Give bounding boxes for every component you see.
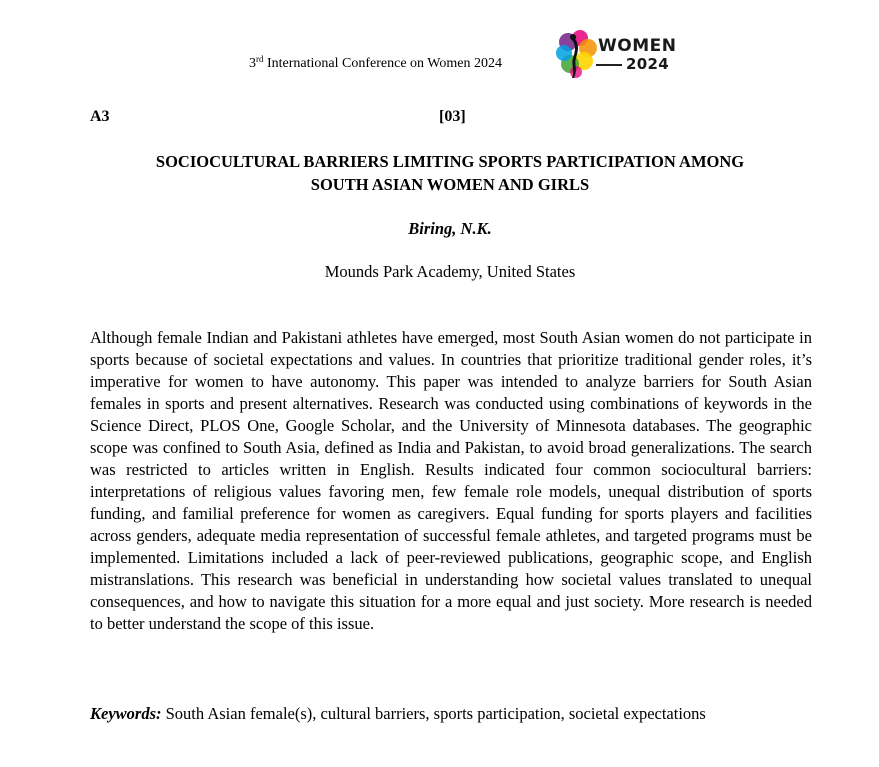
- conference-ordinal: 3: [249, 56, 256, 71]
- paper-title-line-2: SOUTH ASIAN WOMEN AND GIRLS: [310, 175, 590, 194]
- logo-divider: [596, 64, 622, 66]
- paper-title-line-1: SOCIOCULTURAL BARRIERS LIMITING SPORTS PARTICIPATION AMONG: [155, 152, 745, 171]
- conference-title: [249, 54, 502, 72]
- keywords-label: Keywords:: [90, 704, 162, 723]
- logo-year: 2024: [626, 55, 669, 73]
- paper-affiliation: Mounds Park Academy, United States: [324, 262, 576, 281]
- logo-word: WOMEN: [598, 36, 677, 56]
- paper-number: [03]: [439, 108, 466, 125]
- paper-title: [90, 150, 810, 196]
- paper-abstract: Although female Indian and Pakistani athletes have emerged, most South Asian women do not participate in sports because of societal expectations and values. In countries that prioritize traditional gender roles, it’s imperative for women to have autonomy. This paper was intended to analyze barriers for South Asian females in sports and present alternatives. Research was conducted using combinations of keywords in the Science Direct, PLOS One, Google Scholar, and the University of Minnesota databases. The geographic scope was confined to South Asia, defined as India and Pakistan, to avoid broad generalizations. The search was restricted to articles written in English. Results indicated four common sociocultural barriers: interpretations of religious values favoring men, few female role models, unequal distribution of sports funding, and familial preference for women as caregivers. Equal funding for sports players and facilities across genders, adequate media representation of successful female athletes, and targeted programs must be implemented. Limitations included a lack of peer-reviewed publications, geographic scope, and English mistranslations. This research was beneficial in understanding how societal values translated to unequal consequences, and how to navigate this situation for a more equal and just society. More research is needed to better understand the scope of this issue.: [90, 328, 812, 633]
- women-2024-logo: [554, 28, 677, 82]
- page-header: [0, 28, 879, 88]
- conference-name: International Conference on Women 2024: [267, 56, 502, 71]
- conference-ordinal-suffix: rd: [256, 54, 264, 64]
- logo-figure-icon: [554, 28, 602, 82]
- paper-author: Biring, N.K.: [408, 219, 492, 238]
- keywords-list: South Asian female(s), cultural barriers, sports participation, societal expectations: [165, 704, 706, 723]
- paper-code: A3: [90, 108, 110, 125]
- paper-keywords: [90, 704, 820, 724]
